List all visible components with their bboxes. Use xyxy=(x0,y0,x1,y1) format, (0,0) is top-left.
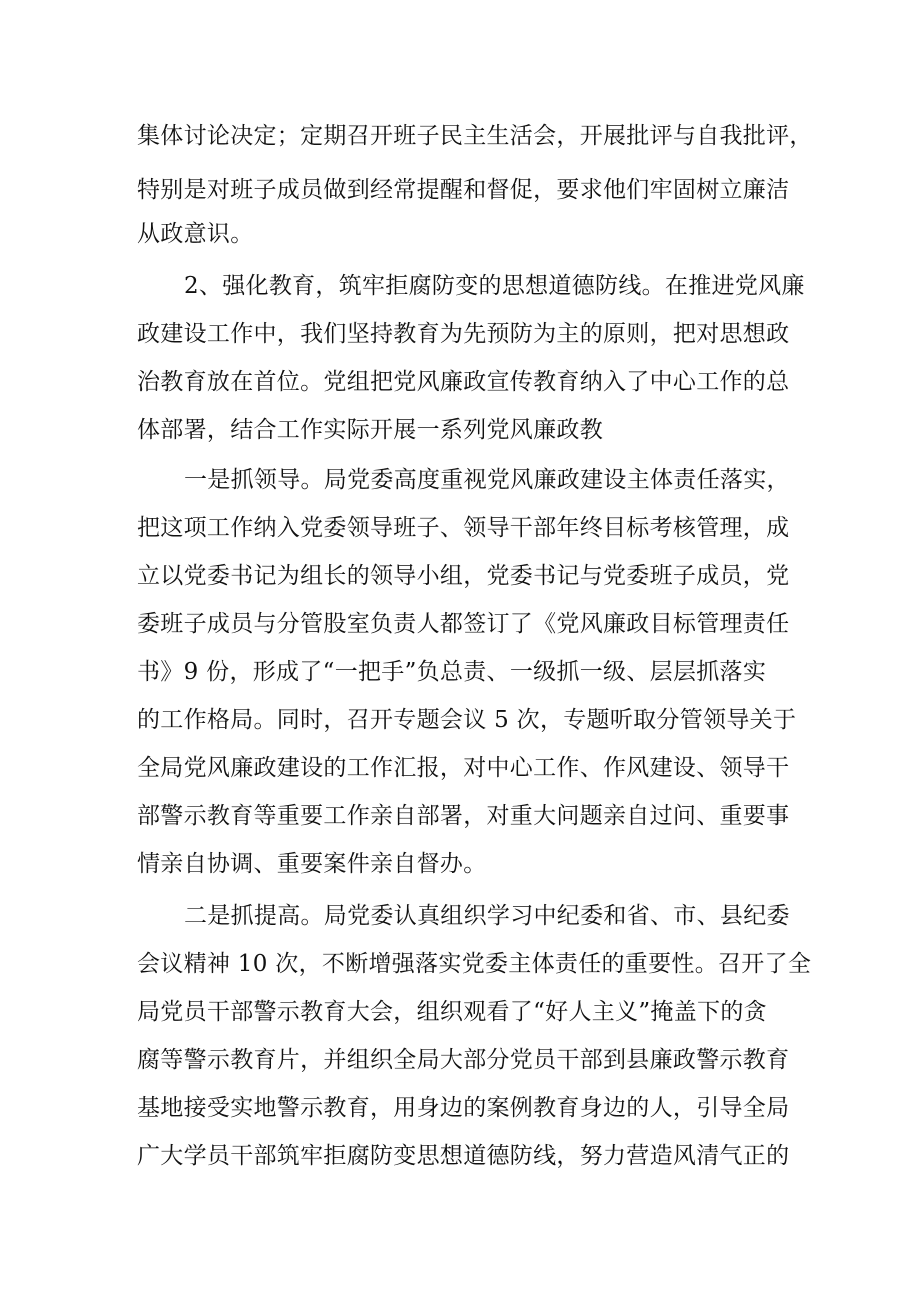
body-text-line: 特别是对班子成员做到经常提醒和督促，要求他们牢固树立廉洁 xyxy=(137,177,790,203)
body-text-line: 全局党风廉政建设的工作汇报，对中心工作、作风建设、领导干 xyxy=(137,755,790,781)
body-text-line: 委班子成员与分管股室负责人都签订了《党风廉政目标管理责任 xyxy=(137,611,790,637)
body-text-line: 部警示教育等重要工作亲自部署，对重大问题亲自过问、重要事 xyxy=(137,803,790,829)
body-text-line: 立以党委书记为组长的领导小组，党委书记与党委班子成员，党 xyxy=(137,563,790,589)
body-text-line: 会议精神 10 次，不断增强落实党委主体责任的重要性。召开了全 xyxy=(137,951,812,977)
body-text-line: 腐等警示教育片，并组织全局大部分党员干部到县廉政警示教育 xyxy=(137,1047,790,1073)
body-text-line: 二是抓提高。局党委认真组织学习中纪委和省、市、县纪委 xyxy=(184,903,790,929)
body-text-line: 体部署，结合工作实际开展一系列党风廉政教 xyxy=(137,417,603,443)
body-text-line: 政建设工作中，我们坚持教育为先预防为主的原则，把对思想政 xyxy=(137,321,790,347)
body-text-line: 2、强化教育，筑牢拒腐防变的思想道德防线。在推进党风廉 xyxy=(184,273,805,299)
body-text-line: 局党员干部警示教育大会，组织观看了“好人主义”掩盖下的贪 xyxy=(137,999,767,1025)
body-text-line: 从政意识。 xyxy=(137,221,254,247)
body-text-line: 集体讨论决定；定期召开班子民主生活会，开展批评与自我批评， xyxy=(137,123,813,149)
body-text-line: 情亲自协调、重要案件亲自督办。 xyxy=(137,851,487,877)
body-text-line: 书》9 份，形成了“一把手”负总责、一级抓一级、层层抓落实 xyxy=(137,659,767,685)
body-text-line: 把这项工作纳入党委领导班子、领导干部年终目标考核管理，成 xyxy=(137,515,790,541)
body-text-line: 一是抓领导。局党委高度重视党风廉政建设主体责任落实， xyxy=(184,467,790,493)
body-text-line: 基地接受实地警示教育，用身边的案例教育身边的人，引导全局 xyxy=(137,1095,790,1121)
body-text-line: 广大学员干部筑牢拒腐防变思想道德防线，努力营造风清气正的 xyxy=(137,1143,790,1169)
body-text-line: 治教育放在首位。党组把党风廉政宣传教育纳入了中心工作的总 xyxy=(137,369,790,395)
body-text-line: 的工作格局。同时，召开专题会议 5 次，专题听取分管领导关于 xyxy=(137,707,797,733)
